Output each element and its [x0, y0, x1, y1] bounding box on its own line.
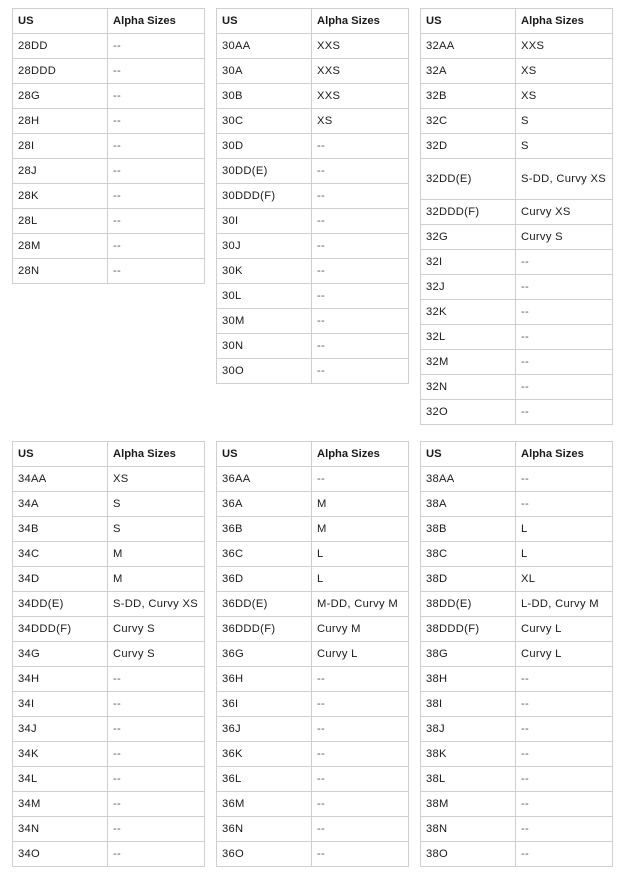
us-size-cell: 32J — [421, 275, 516, 300]
table-row — [421, 375, 613, 400]
alpha-header: Alpha Sizes — [312, 9, 409, 34]
alpha-size-cell: -- — [108, 134, 205, 159]
table-row — [217, 492, 409, 517]
table-row — [421, 617, 613, 642]
us-size-cell: 34AA — [13, 467, 108, 492]
us-size-cell: 30DD(E) — [217, 159, 312, 184]
table-row — [421, 492, 613, 517]
alpha-size-cell: M — [108, 567, 205, 592]
us-size-cell: 36DD(E) — [217, 592, 312, 617]
table-row — [421, 300, 613, 325]
table-row — [13, 617, 205, 642]
table-row — [217, 642, 409, 667]
table-row — [13, 184, 205, 209]
us-size-cell: 30AA — [217, 34, 312, 59]
table-row — [217, 159, 409, 184]
table-row — [13, 59, 205, 84]
alpha-size-cell: Curvy S — [108, 642, 205, 667]
table-row — [13, 467, 205, 492]
header-row — [421, 9, 613, 34]
alpha-size-cell: -- — [312, 259, 409, 284]
us-size-cell: 28L — [13, 209, 108, 234]
alpha-size-cell: -- — [516, 375, 613, 400]
table-row — [13, 667, 205, 692]
table-row — [217, 817, 409, 842]
table-row — [13, 84, 205, 109]
alpha-size-cell: -- — [516, 717, 613, 742]
table-row — [421, 200, 613, 225]
alpha-size-cell: -- — [516, 400, 613, 425]
alpha-size-cell: -- — [516, 817, 613, 842]
header-row — [217, 442, 409, 467]
us-size-cell: 38J — [421, 717, 516, 742]
us-size-cell: 38N — [421, 817, 516, 842]
size-table-38 — [420, 441, 613, 867]
alpha-size-cell: -- — [516, 792, 613, 817]
table-row — [13, 692, 205, 717]
table-row — [217, 209, 409, 234]
us-size-cell: 38A — [421, 492, 516, 517]
us-size-cell: 34M — [13, 792, 108, 817]
alpha-size-cell: -- — [108, 792, 205, 817]
table-row — [421, 467, 613, 492]
us-size-cell: 32C — [421, 109, 516, 134]
table-row — [13, 159, 205, 184]
us-size-cell: 34G — [13, 642, 108, 667]
table-row — [13, 742, 205, 767]
table-row — [13, 109, 205, 134]
us-size-cell: 38AA — [421, 467, 516, 492]
us-size-cell: 34L — [13, 767, 108, 792]
alpha-size-cell: M — [108, 542, 205, 567]
size-table-36 — [216, 441, 409, 867]
alpha-size-cell: -- — [108, 817, 205, 842]
alpha-size-cell: -- — [516, 492, 613, 517]
alpha-size-cell: -- — [312, 717, 409, 742]
alpha-size-cell: -- — [516, 325, 613, 350]
table-row — [13, 492, 205, 517]
table-row — [421, 767, 613, 792]
alpha-size-cell: -- — [108, 59, 205, 84]
alpha-size-cell: L-DD, Curvy M — [516, 592, 613, 617]
us-header: US — [13, 442, 108, 467]
alpha-size-cell: -- — [312, 842, 409, 867]
us-size-cell: 34A — [13, 492, 108, 517]
table-row — [217, 617, 409, 642]
alpha-size-cell: -- — [516, 300, 613, 325]
table-row — [217, 842, 409, 867]
alpha-size-cell: -- — [312, 309, 409, 334]
table-row — [421, 792, 613, 817]
alpha-size-cell: -- — [312, 467, 409, 492]
us-size-cell: 36AA — [217, 467, 312, 492]
header-row — [13, 9, 205, 34]
alpha-header: Alpha Sizes — [312, 442, 409, 467]
us-size-cell: 28DD — [13, 34, 108, 59]
table-row — [421, 542, 613, 567]
table-row — [217, 467, 409, 492]
us-size-cell: 28G — [13, 84, 108, 109]
us-size-cell: 32A — [421, 59, 516, 84]
alpha-size-cell: -- — [108, 209, 205, 234]
table-row — [217, 592, 409, 617]
us-size-cell: 34H — [13, 667, 108, 692]
us-size-cell: 36I — [217, 692, 312, 717]
alpha-size-cell: -- — [516, 250, 613, 275]
us-size-cell: 32I — [421, 250, 516, 275]
table-row — [13, 792, 205, 817]
us-size-cell: 30L — [217, 284, 312, 309]
us-size-cell: 32B — [421, 84, 516, 109]
alpha-size-cell: -- — [312, 334, 409, 359]
us-size-cell: 34O — [13, 842, 108, 867]
us-size-cell: 38K — [421, 742, 516, 767]
table-row — [217, 567, 409, 592]
us-size-cell: 28K — [13, 184, 108, 209]
alpha-size-cell: XS — [516, 59, 613, 84]
alpha-header: Alpha Sizes — [108, 9, 205, 34]
us-size-cell: 38G — [421, 642, 516, 667]
alpha-size-cell: -- — [516, 350, 613, 375]
us-size-cell: 34J — [13, 717, 108, 742]
size-table-28 — [12, 8, 205, 284]
us-size-cell: 30C — [217, 109, 312, 134]
table-row — [421, 325, 613, 350]
table-row — [217, 234, 409, 259]
table-row — [13, 592, 205, 617]
table-row — [217, 542, 409, 567]
us-size-cell: 30DDD(F) — [217, 184, 312, 209]
alpha-size-cell: -- — [312, 284, 409, 309]
us-size-cell: 36N — [217, 817, 312, 842]
alpha-size-cell: S — [516, 134, 613, 159]
table-row — [421, 225, 613, 250]
alpha-size-cell: S-DD, Curvy XS — [516, 159, 613, 200]
alpha-size-cell: -- — [108, 717, 205, 742]
alpha-size-cell: -- — [312, 159, 409, 184]
us-size-cell: 38DD(E) — [421, 592, 516, 617]
us-size-cell: 38M — [421, 792, 516, 817]
alpha-size-cell: -- — [516, 275, 613, 300]
table-row — [217, 184, 409, 209]
table-row — [217, 692, 409, 717]
alpha-size-cell: -- — [108, 667, 205, 692]
alpha-size-cell: Curvy S — [108, 617, 205, 642]
table-row — [421, 400, 613, 425]
us-size-cell: 38DDD(F) — [421, 617, 516, 642]
alpha-size-cell: L — [516, 542, 613, 567]
us-size-cell: 32DD(E) — [421, 159, 516, 200]
alpha-size-cell: Curvy M — [312, 617, 409, 642]
table-row — [421, 667, 613, 692]
alpha-size-cell: -- — [108, 84, 205, 109]
alpha-size-cell: -- — [312, 359, 409, 384]
table-row — [217, 742, 409, 767]
alpha-size-cell: -- — [108, 184, 205, 209]
alpha-size-cell: Curvy L — [516, 642, 613, 667]
alpha-header: Alpha Sizes — [516, 442, 613, 467]
table-row — [217, 767, 409, 792]
alpha-size-cell: S — [108, 517, 205, 542]
alpha-size-cell: Curvy L — [312, 642, 409, 667]
table-row — [217, 134, 409, 159]
table-row — [421, 517, 613, 542]
table-row — [217, 334, 409, 359]
alpha-size-cell: -- — [108, 742, 205, 767]
table-row — [13, 234, 205, 259]
us-size-cell: 30B — [217, 84, 312, 109]
table-row — [13, 34, 205, 59]
alpha-size-cell: -- — [516, 467, 613, 492]
alpha-size-cell: XS — [516, 84, 613, 109]
alpha-size-cell: -- — [108, 767, 205, 792]
us-size-cell: 30I — [217, 209, 312, 234]
table-row — [217, 84, 409, 109]
alpha-size-cell: M — [312, 492, 409, 517]
alpha-size-cell: XL — [516, 567, 613, 592]
us-header: US — [13, 9, 108, 34]
us-size-cell: 36M — [217, 792, 312, 817]
alpha-size-cell: -- — [516, 667, 613, 692]
table-row — [421, 742, 613, 767]
us-size-cell: 28H — [13, 109, 108, 134]
table-row — [13, 259, 205, 284]
us-size-cell: 36K — [217, 742, 312, 767]
us-size-cell: 32O — [421, 400, 516, 425]
us-size-cell: 32L — [421, 325, 516, 350]
table-row — [13, 209, 205, 234]
alpha-size-cell: -- — [516, 742, 613, 767]
size-table-30 — [216, 8, 409, 384]
header-row — [13, 442, 205, 467]
table-row — [13, 517, 205, 542]
alpha-size-cell: -- — [312, 234, 409, 259]
table-row — [217, 109, 409, 134]
alpha-size-cell: XXS — [312, 59, 409, 84]
us-size-cell: 38I — [421, 692, 516, 717]
us-size-cell: 30J — [217, 234, 312, 259]
us-size-cell: 28DDD — [13, 59, 108, 84]
us-size-cell: 34N — [13, 817, 108, 842]
us-size-cell: 32G — [421, 225, 516, 250]
alpha-size-cell: S — [516, 109, 613, 134]
alpha-size-cell: -- — [516, 767, 613, 792]
table-row — [217, 309, 409, 334]
table-row — [217, 59, 409, 84]
table-row — [13, 134, 205, 159]
us-size-cell: 32N — [421, 375, 516, 400]
alpha-size-cell: S — [108, 492, 205, 517]
table-row — [13, 567, 205, 592]
alpha-size-cell: -- — [108, 842, 205, 867]
table-row — [421, 642, 613, 667]
us-size-cell: 36L — [217, 767, 312, 792]
table-row — [421, 250, 613, 275]
alpha-size-cell: -- — [108, 109, 205, 134]
table-row — [217, 359, 409, 384]
us-size-cell: 38D — [421, 567, 516, 592]
us-size-cell: 30K — [217, 259, 312, 284]
alpha-size-cell: -- — [108, 259, 205, 284]
alpha-header: Alpha Sizes — [108, 442, 205, 467]
table-row — [421, 134, 613, 159]
us-size-cell: 32DDD(F) — [421, 200, 516, 225]
us-size-cell: 36J — [217, 717, 312, 742]
us-size-cell: 38O — [421, 842, 516, 867]
table-row — [217, 792, 409, 817]
alpha-size-cell: XS — [312, 109, 409, 134]
size-table-34 — [12, 441, 205, 867]
table-row — [421, 275, 613, 300]
alpha-size-cell: Curvy S — [516, 225, 613, 250]
us-size-cell: 34B — [13, 517, 108, 542]
alpha-size-cell: -- — [108, 234, 205, 259]
table-row — [217, 284, 409, 309]
alpha-size-cell: -- — [312, 742, 409, 767]
alpha-header: Alpha Sizes — [516, 9, 613, 34]
us-size-cell: 30O — [217, 359, 312, 384]
alpha-size-cell: -- — [312, 209, 409, 234]
table-row — [13, 767, 205, 792]
us-size-cell: 38B — [421, 517, 516, 542]
table-row — [421, 34, 613, 59]
alpha-size-cell: S-DD, Curvy XS — [108, 592, 205, 617]
us-size-cell: 28N — [13, 259, 108, 284]
us-size-cell: 36D — [217, 567, 312, 592]
table-row — [13, 817, 205, 842]
us-header: US — [421, 9, 516, 34]
us-size-cell: 36A — [217, 492, 312, 517]
alpha-size-cell: -- — [312, 817, 409, 842]
us-size-cell: 36DDD(F) — [217, 617, 312, 642]
us-size-cell: 34C — [13, 542, 108, 567]
table-row — [13, 717, 205, 742]
us-size-cell: 32D — [421, 134, 516, 159]
table-row — [421, 592, 613, 617]
alpha-size-cell: -- — [312, 184, 409, 209]
us-size-cell: 38C — [421, 542, 516, 567]
table-row — [421, 350, 613, 375]
alpha-size-cell: -- — [108, 34, 205, 59]
us-size-cell: 30A — [217, 59, 312, 84]
alpha-size-cell: M-DD, Curvy M — [312, 592, 409, 617]
alpha-size-cell: -- — [312, 667, 409, 692]
table-row — [217, 517, 409, 542]
us-size-cell: 34I — [13, 692, 108, 717]
table-row — [421, 59, 613, 84]
alpha-size-cell: -- — [108, 692, 205, 717]
table-row — [421, 84, 613, 109]
alpha-size-cell: L — [312, 542, 409, 567]
alpha-size-cell: -- — [312, 692, 409, 717]
us-size-cell: 34D — [13, 567, 108, 592]
alpha-size-cell: XXS — [312, 34, 409, 59]
alpha-size-cell: -- — [108, 159, 205, 184]
us-size-cell: 36H — [217, 667, 312, 692]
alpha-size-cell: Curvy L — [516, 617, 613, 642]
header-row — [217, 9, 409, 34]
us-size-cell: 36G — [217, 642, 312, 667]
size-table-32 — [420, 8, 613, 425]
us-size-cell: 30M — [217, 309, 312, 334]
us-size-cell: 34DD(E) — [13, 592, 108, 617]
table-row — [421, 842, 613, 867]
us-size-cell: 30N — [217, 334, 312, 359]
alpha-size-cell: XXS — [312, 84, 409, 109]
table-row — [421, 567, 613, 592]
table-row — [421, 109, 613, 134]
us-size-cell: 38H — [421, 667, 516, 692]
us-size-cell: 34K — [13, 742, 108, 767]
us-size-cell: 32K — [421, 300, 516, 325]
alpha-size-cell: L — [516, 517, 613, 542]
alpha-size-cell: L — [312, 567, 409, 592]
table-row — [13, 542, 205, 567]
us-header: US — [421, 442, 516, 467]
us-size-cell: 28J — [13, 159, 108, 184]
alpha-size-cell: Curvy XS — [516, 200, 613, 225]
table-row — [421, 159, 613, 200]
us-size-cell: 36O — [217, 842, 312, 867]
table-row — [421, 692, 613, 717]
us-size-cell: 36B — [217, 517, 312, 542]
table-row — [217, 259, 409, 284]
us-size-cell: 36C — [217, 542, 312, 567]
alpha-size-cell: -- — [312, 792, 409, 817]
alpha-size-cell: XXS — [516, 34, 613, 59]
us-header: US — [217, 9, 312, 34]
us-size-cell: 34DDD(F) — [13, 617, 108, 642]
alpha-size-cell: -- — [312, 134, 409, 159]
us-size-cell: 30D — [217, 134, 312, 159]
us-header: US — [217, 442, 312, 467]
us-size-cell: 28M — [13, 234, 108, 259]
table-row — [13, 642, 205, 667]
us-size-cell: 28I — [13, 134, 108, 159]
header-row — [421, 442, 613, 467]
us-size-cell: 38L — [421, 767, 516, 792]
us-size-cell: 32M — [421, 350, 516, 375]
alpha-size-cell: -- — [516, 842, 613, 867]
alpha-size-cell: XS — [108, 467, 205, 492]
table-row — [13, 842, 205, 867]
table-row — [421, 717, 613, 742]
us-size-cell: 32AA — [421, 34, 516, 59]
table-row — [217, 34, 409, 59]
alpha-size-cell: M — [312, 517, 409, 542]
alpha-size-cell: -- — [516, 692, 613, 717]
table-row — [421, 817, 613, 842]
table-row — [217, 667, 409, 692]
alpha-size-cell: -- — [312, 767, 409, 792]
table-row — [217, 717, 409, 742]
